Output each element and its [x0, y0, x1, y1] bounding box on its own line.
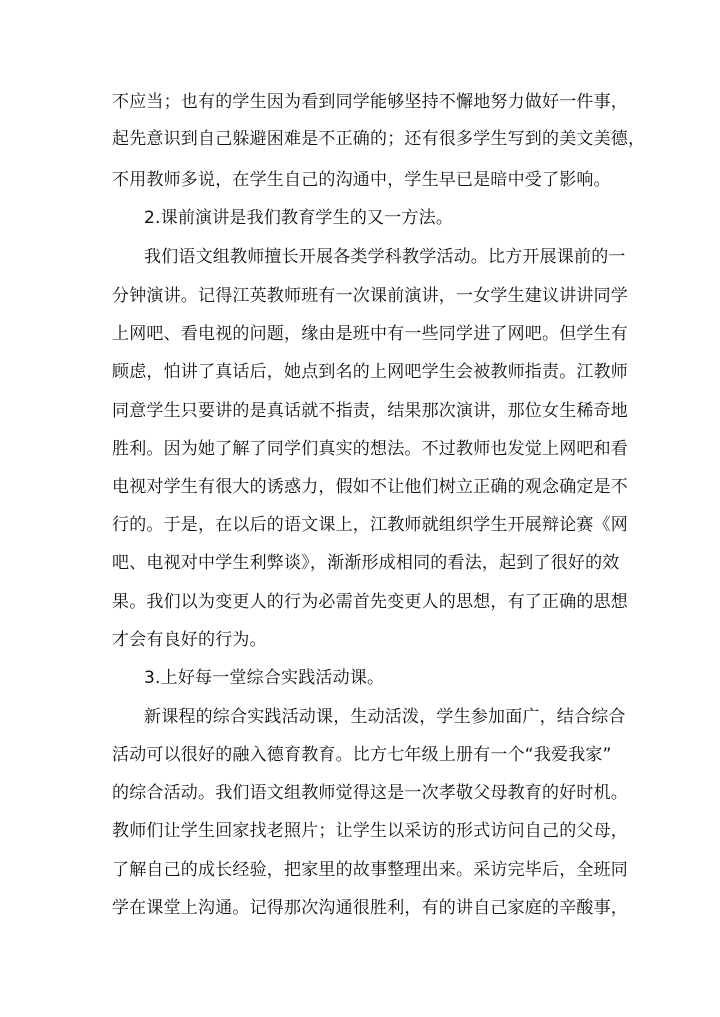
section-heading: 2.课前演讲是我们教育学生的又一方法。: [144, 208, 454, 228]
text-line: 的综合活动。我们语文组教师觉得这是一次孝敬父母教育的好时机。: [112, 783, 628, 803]
text-line: 分钟演讲。记得江英教师班有一次课前演讲，一女学生建议讲讲同学: [112, 286, 628, 306]
text-line: 起先意识到自己躲避困难是不正确的；还有很多学生写到的美文美德，: [112, 129, 646, 149]
paragraph-first-line: 新课程的综合实践活动课，生动活泼，学生参加面广，结合综合: [144, 707, 626, 727]
text-line: 吧、电视对中学生利弊谈》，渐渐形成相同的看法，起到了很好的效: [112, 553, 620, 573]
section-heading: 3.上好每一堂综合实践活动课。: [144, 668, 385, 688]
text-line: 不应当；也有的学生因为看到同学能够坚持不懈地努力做好一件事，: [112, 92, 628, 112]
text-line: 顾虑，怕讲了真话后，她点到名的上网吧学生会被教师指责。江教师: [112, 362, 628, 382]
text-line: 了解自己的成长经验，把家里的故事整理出来。采访完毕后，全班同: [112, 860, 628, 880]
text-line: 活动可以很好的融入德育教育。比方七年级上册有一个“我爱我家”: [112, 745, 612, 765]
text-line: 不用教师多说，在学生自己的沟通中，学生早已是暗中受了影响。: [112, 170, 611, 190]
text-line: 才会有良好的行为。: [112, 630, 267, 650]
text-line: 行的。于是，在以后的语文课上，江教师就组织学生开展辩论赛《网: [112, 515, 628, 535]
text-line: 果。我们以为变更人的行为必需首先变更人的思想，有了正确的思想: [112, 592, 628, 612]
text-line: 电视对学生有很大的诱惑力，假如不让他们树立正确的观念确定是不: [112, 477, 628, 497]
text-line: 上网吧、看电视的问题，缘由是班中有一些同学进了网吧。但学生有: [112, 324, 628, 344]
paragraph-first-line: 我们语文组教师擅长开展各类学科教学活动。比方开展课前的一: [144, 247, 626, 267]
text-line: 学在课堂上沟通。记得那次沟通很胜利，有的讲自己家庭的辛酸事，: [112, 898, 628, 918]
text-line: 教师们让学生回家找老照片；让学生以采访的形式访问自己的父母，: [112, 821, 628, 841]
text-line: 同意学生只要讲的是真话就不指责，结果那次演讲，那位女生稀奇地: [112, 401, 628, 421]
text-line: 胜利。因为她了解了同学们真实的想法。不过教师也发觉上网吧和看: [112, 439, 628, 459]
